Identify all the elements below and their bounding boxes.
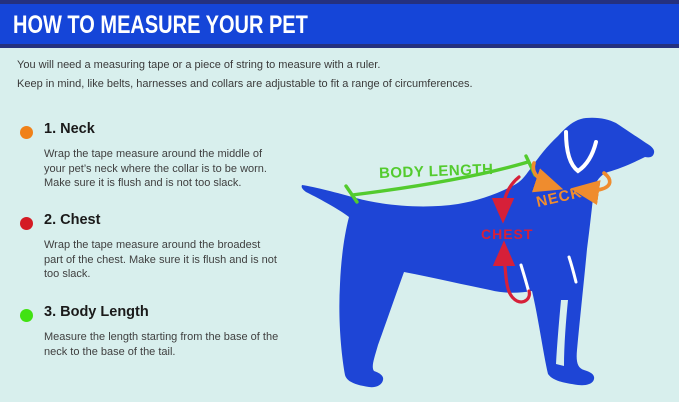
step-body-length-description bbox=[44, 330, 334, 359]
text-line: your pet’s neck where the collar is to be worn. bbox=[44, 162, 267, 175]
intro-line: Keep in mind, like belts, harnesses and collars are adjustable to fit a range of circumferences. bbox=[17, 78, 473, 90]
text-line: Make sure it is flush and is not too slack. bbox=[44, 177, 242, 189]
chest-step-bullet bbox=[20, 217, 33, 230]
step-chest-title: 2. Chest bbox=[44, 212, 101, 228]
body-length-label: BODY LENGTH bbox=[378, 161, 494, 182]
chest-label: CHEST bbox=[481, 226, 534, 242]
neck-step-bullet bbox=[20, 126, 33, 139]
dog-silhouette bbox=[302, 118, 655, 387]
text-line: Wrap the tape measure around the broadest bbox=[44, 239, 261, 251]
neck-label: NECK bbox=[534, 183, 584, 212]
step-body-length-title: 3. Body Length bbox=[44, 304, 149, 320]
step-chest-description bbox=[44, 238, 334, 282]
text-line: Wrap the tape measure around the middle of bbox=[44, 148, 263, 160]
header-bar bbox=[0, 0, 679, 48]
body-length-step-bullet bbox=[20, 309, 33, 322]
step-neck bbox=[44, 120, 334, 191]
intro-text bbox=[17, 56, 473, 94]
step-neck-title: 1. Neck bbox=[44, 121, 95, 137]
step-chest bbox=[44, 211, 334, 282]
step-body-length bbox=[44, 303, 334, 359]
text-line: too slack. bbox=[44, 268, 91, 280]
text-line: neck to the base of the tail. bbox=[44, 345, 176, 358]
text-line: Measure the length starting from the base of the bbox=[44, 331, 279, 343]
dog-measurement-diagram bbox=[300, 110, 679, 402]
intro-line: You will need a measuring tape or a piece of string to measure with a ruler. bbox=[17, 59, 381, 71]
step-neck-description bbox=[44, 147, 334, 191]
page-title: HOW TO MEASURE YOUR PET bbox=[13, 11, 308, 39]
text-line: part of the chest. Make sure it is flush and is not bbox=[44, 253, 277, 266]
